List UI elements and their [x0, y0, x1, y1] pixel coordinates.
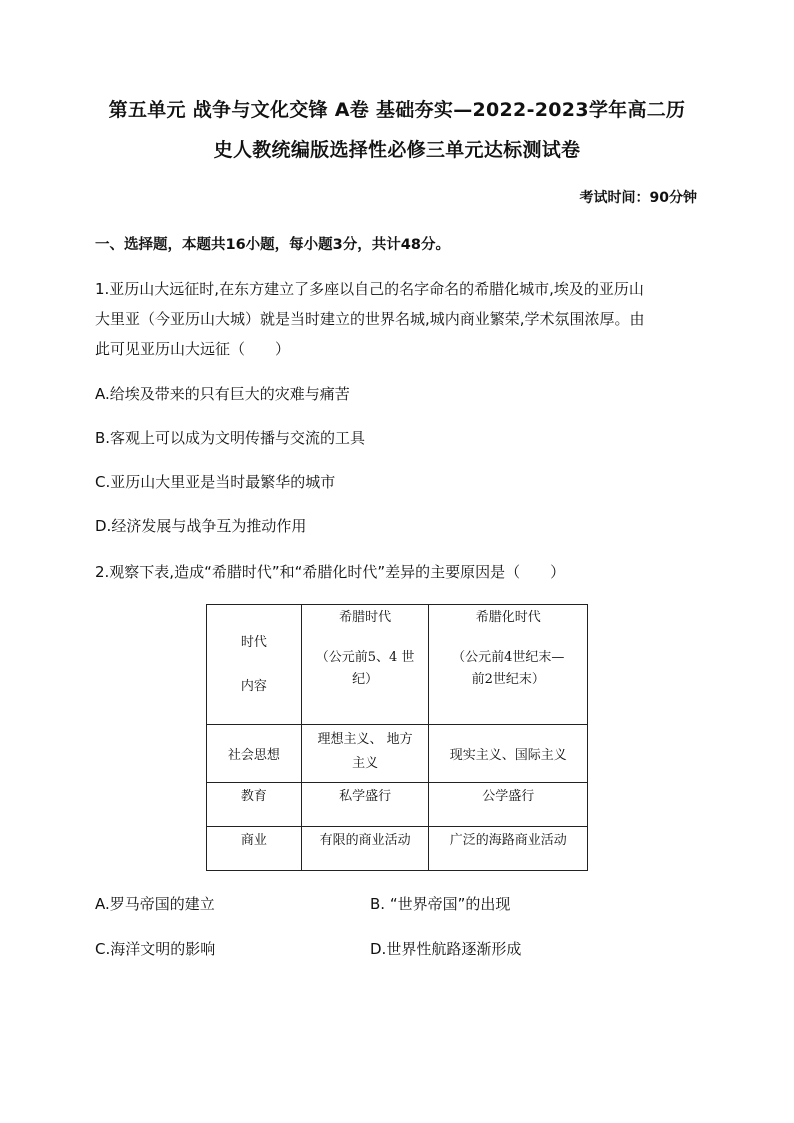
q1-option-c: C.亚历山大里亚是当时最繁华的城市	[95, 473, 336, 491]
comparison-table	[206, 604, 588, 871]
table-header-era-label: 时代	[240, 634, 267, 650]
q2-option-a: A.罗马帝国的建立	[95, 895, 215, 913]
table-row-label: 教育	[207, 783, 302, 827]
q1-option-d: D.经济发展与战争互为推动作用	[95, 517, 307, 535]
table-header-hellenistic-date-2: 前2世纪末）	[471, 672, 545, 687]
table-cell-greek-line-2: 主义	[352, 756, 379, 771]
q2-option-d: D.世界性航路逐渐形成	[370, 940, 522, 958]
table-header-greek-date-1: （公元前5、4 世	[315, 650, 415, 665]
table-row	[207, 725, 588, 783]
table-header-greek-title: 希腊时代	[339, 610, 392, 625]
table-cell-greek-line-1: 理想主义、 地方	[317, 732, 413, 747]
table-cell-greek: 有限的商业活动	[301, 827, 429, 871]
q1-stem-line-2: 大里亚（今亚历山大城）就是当时建立的世界名城,城内商业繁荣,学术氛围浓厚。由	[95, 310, 645, 328]
document-title-line-2: 史人教统编版选择性必修三单元达标测试卷	[213, 139, 581, 161]
table-header-content-label: 内容	[240, 678, 267, 694]
table-header-hellenistic-title: 希腊化时代	[475, 610, 541, 625]
exam-time: 考试时间：90分钟	[579, 190, 697, 206]
document-title-line-1: 第五单元 战争与文化交锋 A卷 基础夯实—2022-2023学年高二历	[108, 99, 686, 121]
table-header-greek	[301, 605, 429, 725]
q1-stem-line-3: 此可见亚历山大远征（ ）	[95, 340, 291, 358]
table-row-label: 商业	[207, 827, 302, 871]
table-cell-hellenistic: 公学盛行	[429, 783, 588, 827]
section-heading: 一、选择题，本题共16小题，每小题3分，共计48分。	[95, 237, 450, 253]
q1-option-b: B.客观上可以成为文明传播与交流的工具	[95, 429, 366, 447]
table-header-era-content	[207, 605, 302, 725]
table-header-greek-date-2: 纪）	[352, 672, 379, 687]
table-header-row	[207, 605, 588, 725]
table-row-label: 社会思想	[207, 725, 302, 783]
q2-stem: 2.观察下表,造成“希腊时代”和“希腊化时代”差异的主要原因是（ ）	[95, 563, 566, 581]
q2-option-b: B. “世界帝国”的出现	[370, 895, 511, 913]
q1-stem-line-1: 1.亚历山大远征时,在东方建立了多座以自己的名字命名的希腊化城市,埃及的亚历山	[95, 280, 644, 298]
table-cell-hellenistic: 广泛的海路商业活动	[429, 827, 588, 871]
table-cell-greek: 私学盛行	[301, 783, 429, 827]
table-header-hellenistic-date-1: （公元前4世纪末—	[452, 650, 565, 665]
table-row	[207, 783, 588, 827]
table-cell-hellenistic: 现实主义、国际主义	[429, 725, 588, 783]
q2-option-c: C.海洋文明的影响	[95, 940, 216, 958]
table-header-hellenistic	[429, 605, 588, 725]
table-row	[207, 827, 588, 871]
table-cell-greek	[301, 725, 429, 783]
q1-option-a: A.给埃及带来的只有巨大的灾难与痛苦	[95, 385, 350, 403]
